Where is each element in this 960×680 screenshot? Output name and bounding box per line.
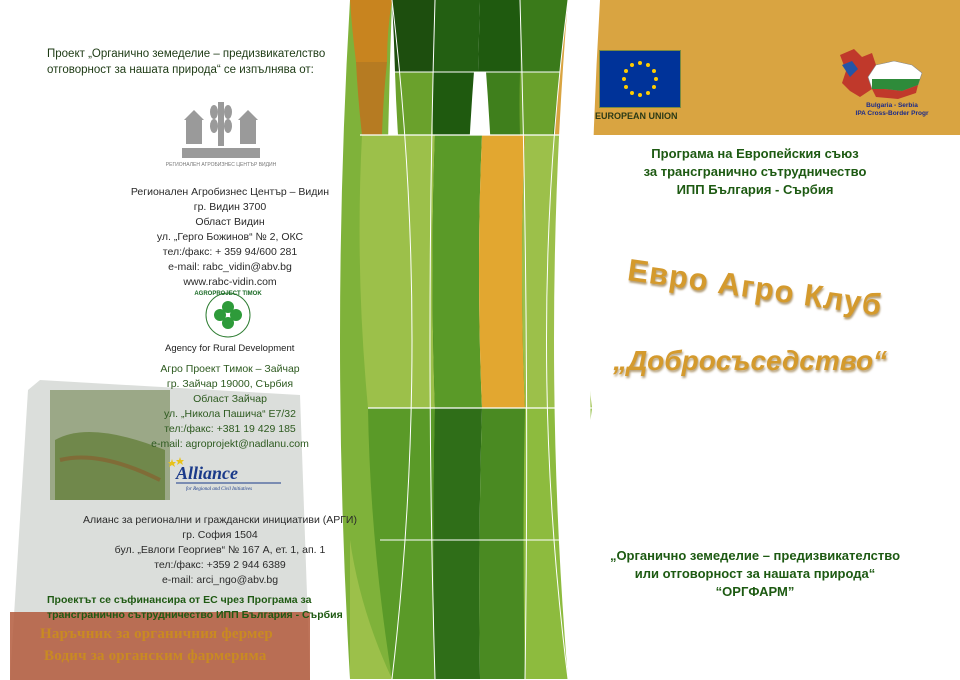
agro-caption: Agency for Rural Development [165, 343, 295, 354]
rabc-wheat-logo-icon [165, 98, 277, 174]
handbook-title-bg: Наръчник за органичния фермер [40, 626, 273, 642]
program-title: Програма на Европейския съюз за трансгранично сътрудничество ИПП България - Сърбия [643, 146, 867, 197]
intro-text: Проект „Органично земеделие – предизвикателство отговорност за нашата природа“ се изпълнява от: [47, 48, 326, 76]
svg-text:Alliance: Alliance [176, 463, 238, 483]
svg-text:РЕГИОНАЛЕН АГРОБИЗНЕС ЦЕНТЪР В: РЕГИОНАЛЕН АГРОБИЗНЕС ЦЕНТЪР ВИДИН [165, 162, 277, 168]
rabc-contact: Регионален Агробизнес Център – Видин гр. Видин 3700 Област Видин ул. „Герго Божинов“ № 2, ОКС тел:/факс: + 359 94/600 281 e-mail: rabc_vidin@abv.bg www.rabc-vidin.com [130, 186, 330, 288]
club-title: Евро Агро Клуб [625, 252, 885, 323]
project-name: „Органично земеделие – предизвикателство или отговорност за нашата природа“ “ОРГФАРМ” [609, 548, 901, 599]
club-subtitle: „Добросъседство“ [612, 345, 888, 376]
funding-note: Проектът се съфинансира от ЕС чрез Програма за трансгранично сътрудничество ИПП България - Сърбия [47, 594, 343, 621]
eu-label: EUROPEAN UNION [595, 111, 678, 121]
svg-text:AGROPROJECT TIMOK: AGROPROJECT TIMOK [194, 291, 262, 297]
eu-flag-icon [599, 50, 681, 108]
handbook-title-sr: Водич за органским фармерима [44, 648, 267, 664]
alliance-logo-icon [166, 455, 286, 495]
argi-contact: Алианс за регионални и граждански инициативи (АРГИ) гр. София 1504 бул. „Евлоги Георгиев“ № 167 А, ет. 1, ап. 1 тел:/факс: +359 2 944 6389 e-mail: arci_ngo@abv.bg [83, 514, 357, 586]
svg-text:for Regional and Civil Initiat: for Regional and Civil Initiatives [186, 487, 253, 492]
agroproject-contact: Агро Проект Тимок – Зайчар гр. Зайчар 19000, Сърбия Област Зайчар ул. „Никола Пашича“ Е7/32 тел:/факс: +381 19 429 185 e-mail: agroprojekt@nadlanu.com [151, 363, 309, 450]
bulgaria-serbia-caption: Bulgaria - Serbia IPA Cross-Border Progr [855, 102, 929, 117]
agroproject-clover-logo-icon [194, 287, 262, 343]
